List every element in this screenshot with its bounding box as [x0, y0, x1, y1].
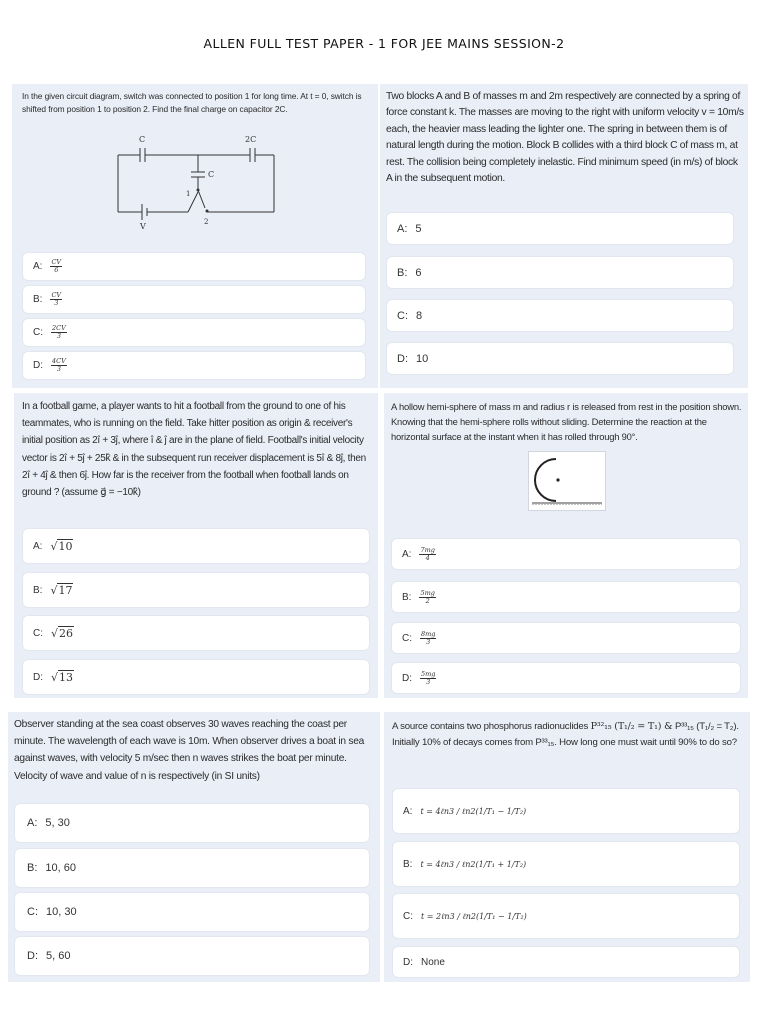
label-c-left: C	[139, 135, 146, 144]
question-4-text: A hollow hemi-sphere of mass m and radius r is released from rest in the position shown. Knowing that the hemi-sphere rolls without sliding. Determine the reaction at the horizontal surface at the instant when it has rolled through 90°.	[391, 401, 742, 442]
question-6-text: A source contains two phosphorus radionuclides P³²₁₅ (T₁/₂ = T₁) & P³³₁₅ (T₁/₂ = T₂). Initially 10% of decays comes from P³³₁₅. How long one must wait until 90% to do so?	[392, 721, 739, 748]
question-1-text: In the given circuit diagram, switch was connected to position 1 for long time. At t = 0, switch is shifted from position 1 to position 2. Find the final charge on capacitor 2C.	[22, 91, 362, 114]
label-c-mid: C	[208, 170, 215, 179]
q2-option-a[interactable]: A: 5	[386, 212, 734, 245]
q5-option-d[interactable]: D: 5, 60	[14, 936, 370, 976]
q4-option-c[interactable]: C: $\frac{8mg}{3}$	[391, 622, 741, 654]
q6-option-d[interactable]: D: None	[392, 946, 740, 978]
q3-option-c[interactable]: C: √26	[22, 615, 370, 651]
q3-option-d[interactable]: D: √13	[22, 659, 370, 695]
q6-option-c[interactable]: C: t = 2ℓn3 / ℓn2(1/T₁ − 1/T₂)	[392, 893, 740, 939]
q3-option-b[interactable]: B: √17	[22, 572, 370, 608]
circuit-diagram	[104, 130, 284, 230]
question-5-text: Observer standing at the sea coast observes 30 waves reaching the coast per minute. The wavelength of each wave is 10m. When observer drives a boat in sea against waves, with velocity 5 m/sec then n waves strikes the boat per minute. Velocity of wave and value of n is respectively (in SI units)	[14, 719, 365, 782]
q6-option-a[interactable]: A: t = 4ℓn3 / ℓn2(1/T₁ − 1/T₂)	[392, 788, 740, 834]
q5-option-c[interactable]: C: 10, 30	[14, 892, 370, 932]
label-battery: V	[140, 222, 146, 230]
q5-option-a[interactable]: A: 5, 30	[14, 803, 370, 843]
q3-option-a[interactable]: A: √10	[22, 528, 370, 564]
page-title: ALLEN FULL TEST PAPER - 1 FOR JEE MAINS SESSION-2	[203, 36, 565, 51]
q2-option-d[interactable]: D: 10	[386, 342, 734, 375]
q2-option-b[interactable]: B: 6	[386, 256, 734, 289]
q4-option-d[interactable]: D: $\frac{5mg}{3}$	[391, 662, 741, 694]
question-2-text: Two blocks A and B of masses m and 2m respectively are connected by a spring of force constant k. The masses are moving to the right with uniform velocity v = 10m/s each, the heavier mass leading the lighter one. The spring in between them is of natural length during the motion. Block B collides with a third block C of mass m, at rest. The collision being completely inelastic. Find minimum speed (in m/s) of block A in the subsequent motion.	[386, 91, 744, 185]
label-pos-2: 2	[204, 218, 209, 226]
q4-option-b[interactable]: B: $\frac{5mg}{2}$	[391, 581, 741, 613]
q1-option-b[interactable]: B: $\frac{CV}{3}$	[22, 285, 366, 314]
hemisphere-diagram	[528, 451, 606, 511]
question-3-text: In a football game, a player wants to hit a football from the ground to one of his teammates, who is running on the field. Take hitter position as origin & receiver's initial position as 2î + 3ĵ, where î & ĵ are in the plane of field. Football's initial velocity vector is 2î + 5ĵ + 25k̂ & in the subsequent run receiver displacement is 5î & 8ĵ, then 2î + 4ĵ & then 6ĵ. How far is the receiver from the football when football lands on ground ? (assume g⃗ = −10k̂)	[22, 401, 366, 499]
q1-option-d[interactable]: D: $\frac{4CV}{3}$	[22, 351, 366, 380]
q2-option-c[interactable]: C: 8	[386, 299, 734, 332]
q6-option-b[interactable]: B: t = 4ℓn3 / ℓn2(1/T₁ + 1/T₂)	[392, 841, 740, 887]
label-pos-1: 1	[186, 190, 191, 198]
label-2c: 2C	[245, 135, 257, 144]
q1-option-a[interactable]: A: $\frac{CV}{6}$	[22, 252, 366, 281]
q5-option-b[interactable]: B: 10, 60	[14, 848, 370, 888]
q4-option-a[interactable]: A: $\frac{7mg}{4}$	[391, 538, 741, 570]
q1-option-c[interactable]: C: $\frac{2CV}{3}$	[22, 318, 366, 347]
